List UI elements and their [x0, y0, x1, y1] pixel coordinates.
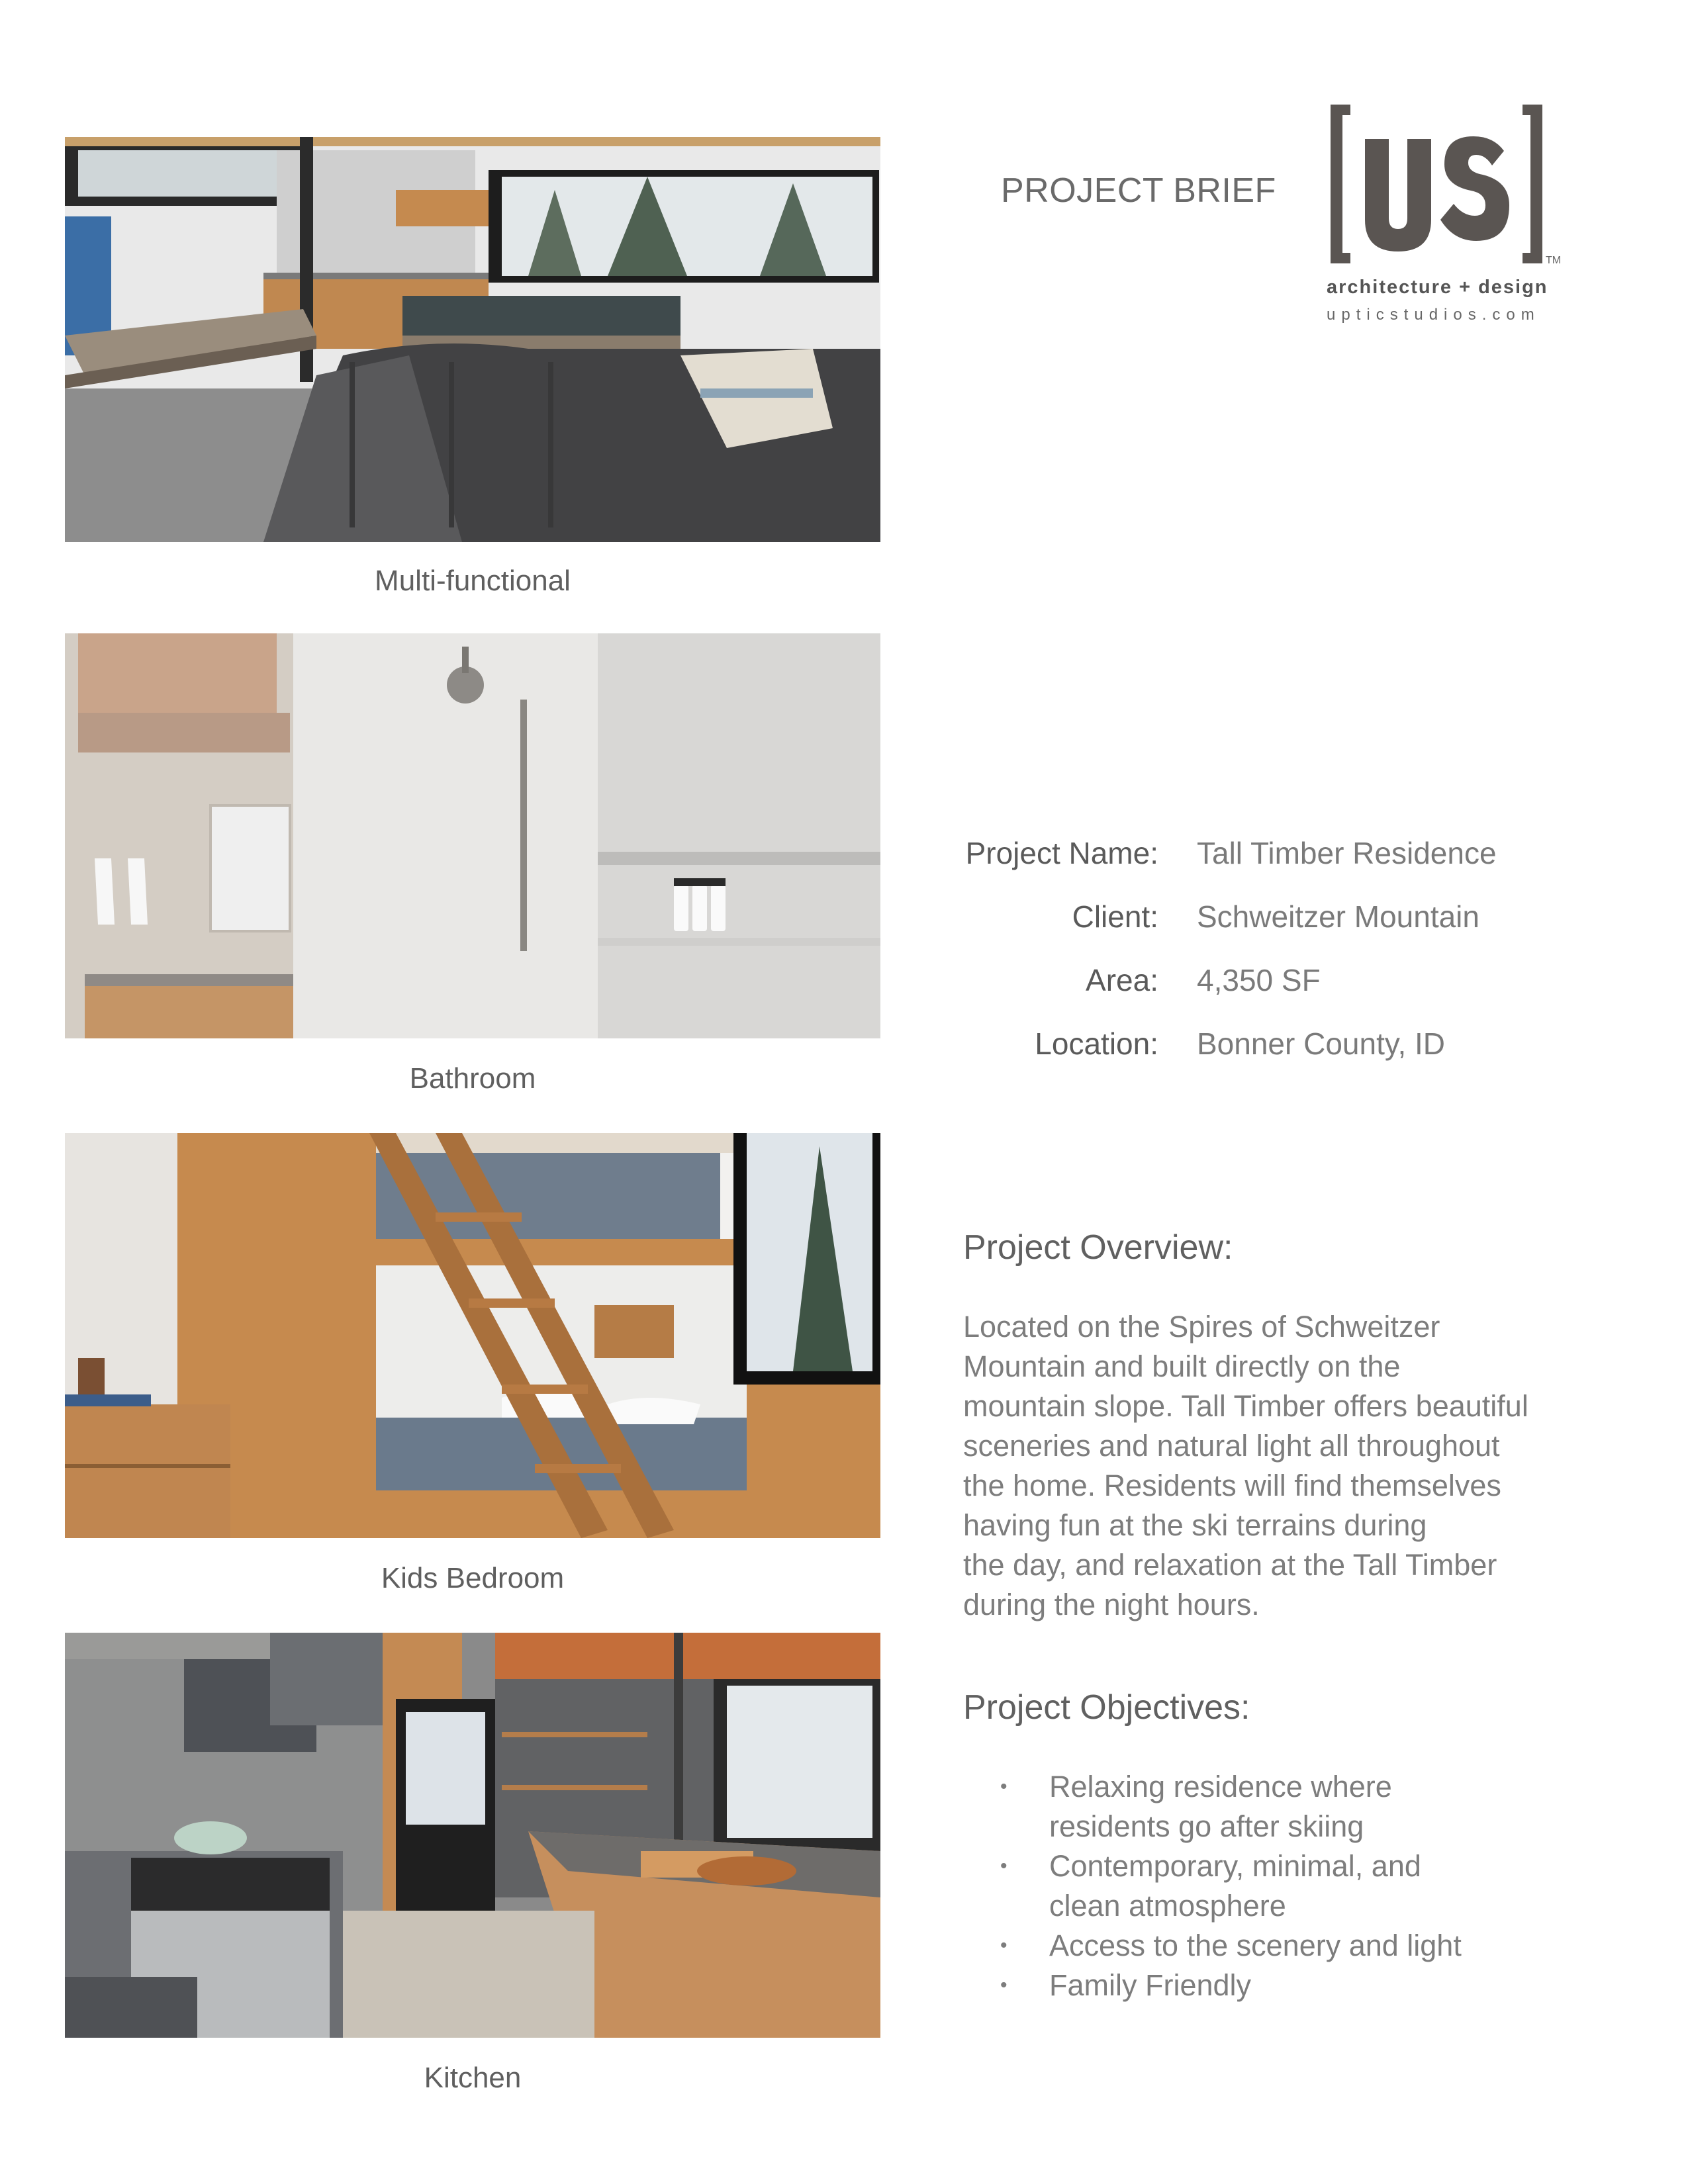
bullet: •: [1000, 1934, 1008, 1956]
bullet: •: [1000, 1776, 1008, 1797]
objective-line: clean atmosphere: [1049, 1889, 1286, 1923]
overview-heading: Project Overview:: [963, 1228, 1233, 1267]
list-item: [963, 1926, 1559, 1966]
objective-line: Contemporary, minimal, and: [1049, 1849, 1421, 1883]
photo-multi-functional: [65, 137, 880, 542]
caption-bathroom: Bathroom: [409, 1062, 536, 1095]
overview-line: the home. Residents will find themselves: [963, 1469, 1501, 1502]
overview-line: sceneries and natural light all throughout: [963, 1429, 1500, 1463]
overview-line: mountain slope. Tall Timber offers beautiful: [963, 1389, 1528, 1423]
info-row-project-name: [914, 835, 1575, 899]
overview-line: Located on the Spires of Schweitzer: [963, 1310, 1440, 1343]
caption-kids-bedroom: Kids Bedroom: [381, 1562, 565, 1594]
info-label: Client:: [1072, 899, 1158, 934]
info-value: Bonner County, ID: [1197, 1026, 1446, 1061]
objective-line: residents go after skiing: [1049, 1809, 1364, 1843]
info-value: 4,350 SF: [1197, 963, 1321, 997]
objective-line: Access to the scenery and light: [1049, 1929, 1462, 1962]
info-value: Schweitzer Mountain: [1197, 899, 1479, 934]
photo-kids-bedroom: [65, 1133, 880, 1538]
objective-line: Relaxing residence where: [1049, 1770, 1392, 1803]
list-item: [963, 1846, 1559, 1926]
photo-bathroom: [65, 633, 880, 1038]
photo-kitchen: [65, 1633, 880, 2038]
bullet: •: [1000, 1974, 1008, 1996]
overview-line: the day, and relaxation at the Tall Timber: [963, 1548, 1497, 1582]
objectives-list: [963, 1767, 1559, 2005]
project-info-table: [914, 835, 1575, 1089]
objectives-heading: Project Objectives:: [963, 1688, 1250, 1727]
logo-tagline: architecture + design: [1327, 277, 1548, 298]
info-row-location: [914, 1026, 1575, 1089]
caption-kitchen: Kitchen: [424, 2062, 522, 2094]
bullet: •: [1000, 1855, 1008, 1877]
overview-line: during the night hours.: [963, 1588, 1260, 1621]
info-value: Tall Timber Residence: [1197, 836, 1497, 870]
list-item: [963, 1966, 1559, 2005]
company-logo: [1324, 99, 1575, 338]
page-title: PROJECT BRIEF: [1001, 171, 1276, 210]
logo-mark: [1324, 99, 1569, 271]
info-label: Project Name:: [965, 836, 1158, 870]
overview-line: Mountain and built directly on the: [963, 1349, 1401, 1383]
info-row-client: [914, 899, 1575, 962]
trademark-symbol: TM: [1546, 255, 1562, 266]
overview-paragraph: [963, 1307, 1625, 1625]
info-row-area: [914, 962, 1575, 1026]
objective-line: Family Friendly: [1049, 1968, 1252, 2002]
logo-website: upticstudios.com: [1327, 306, 1540, 324]
overview-line: having fun at the ski terrains during: [963, 1508, 1427, 1542]
info-label: Area:: [1086, 963, 1158, 997]
info-label: Location:: [1035, 1026, 1158, 1061]
list-item: [963, 1767, 1559, 1846]
caption-multi-functional: Multi-functional: [375, 565, 571, 597]
